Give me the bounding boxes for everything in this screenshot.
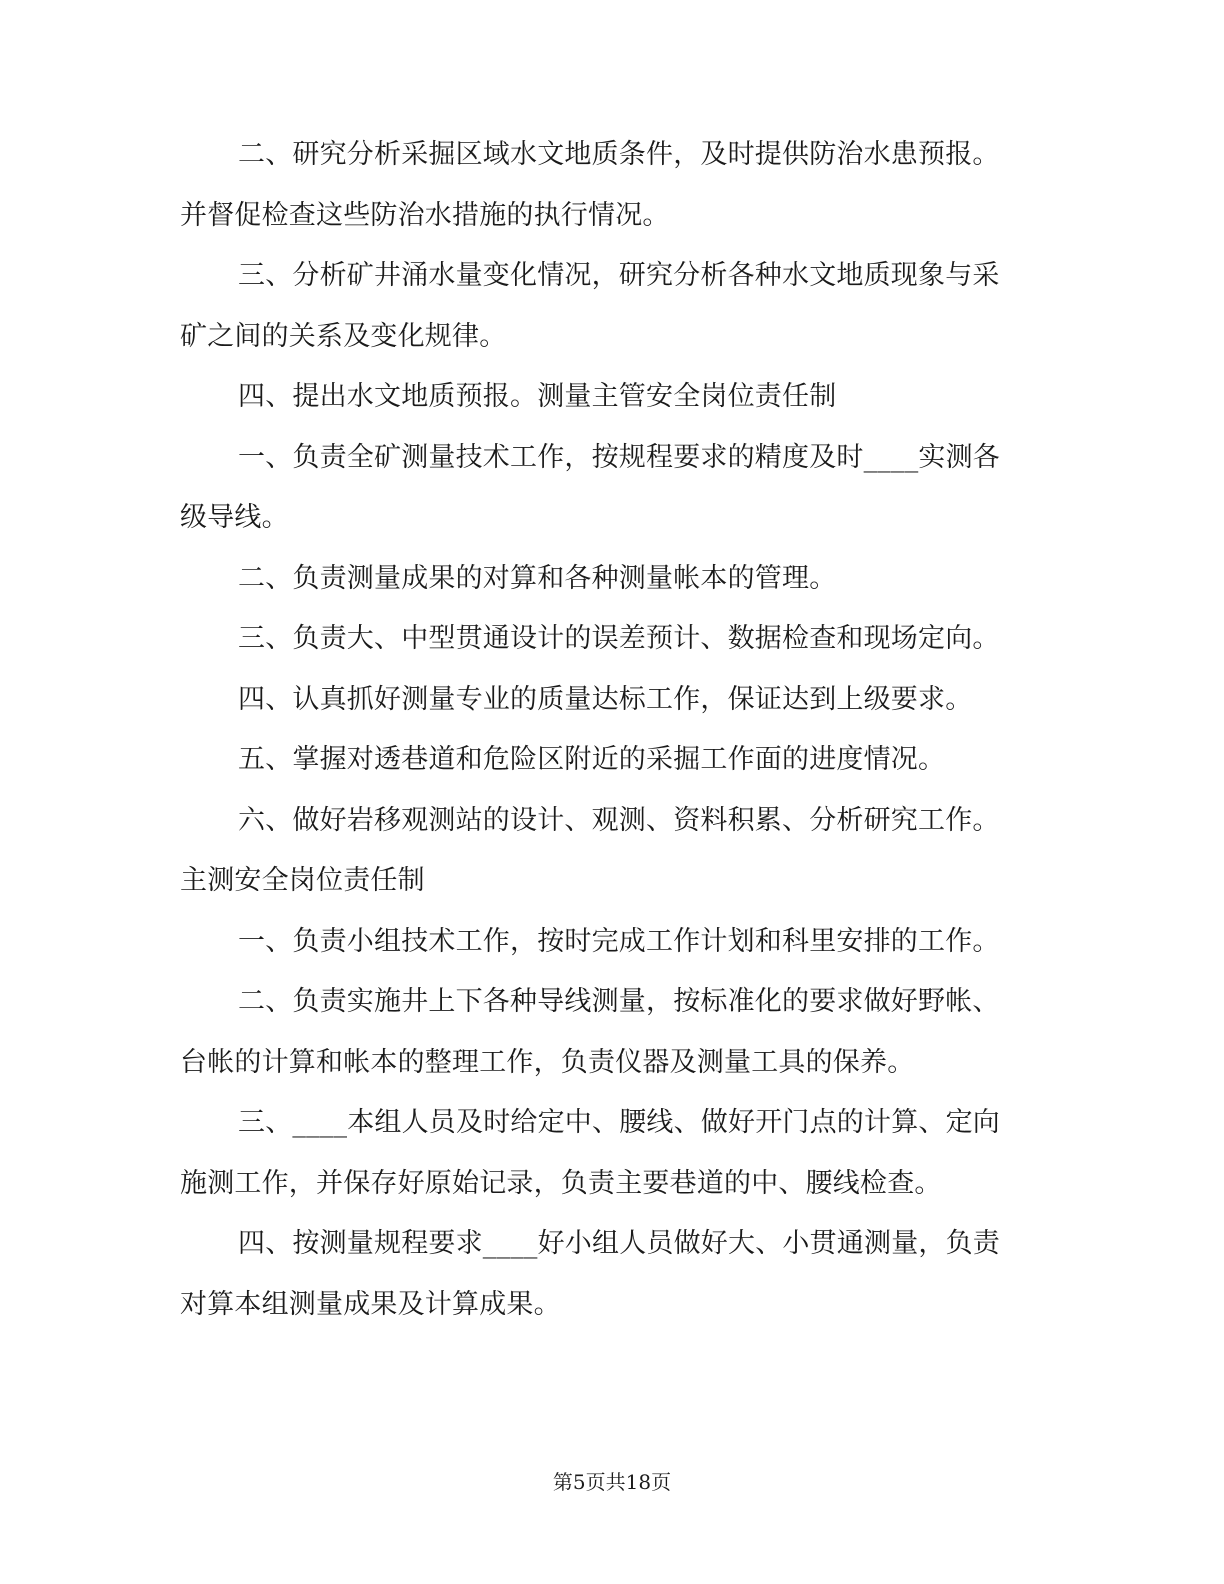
text-line: 五、掌握对透巷道和危险区附近的采掘工作面的进度情况。: [238, 744, 946, 775]
text-line: 二、研究分析采掘区域水文地质条件，及时提供防治水患预报。: [238, 139, 1000, 170]
text-line: 二、负责测量成果的对算和各种测量帐本的管理。: [238, 562, 837, 594]
text-line: 对算本组测量成果及计算成果。: [180, 1288, 561, 1320]
text-line: 三、分析矿井涌水量变化情况，研究分析各种水文地质现象与采: [238, 260, 1000, 291]
text-line: 三、____本组人员及时给定中、腰线、做好开门点的计算、定向: [238, 1107, 1000, 1138]
text-line: 四、认真抓好测量专业的质量达标工作，保证达到上级要求。: [238, 683, 973, 715]
text-line: 级导线。: [180, 502, 289, 533]
text-line: 一、负责全矿测量技术工作，按规程要求的精度及时____实测各: [238, 441, 1000, 473]
text-line: 并督促检查这些防治水措施的执行情况。: [180, 199, 670, 231]
text-line: 台帐的计算和帐本的整理工作，负责仪器及测量工具的保养。: [180, 1046, 915, 1078]
text-line: 施测工作，并保存好原始记录，负责主要巷道的中、腰线检查。: [180, 1167, 942, 1199]
text-line: 四、按测量规程要求____好小组人员做好大、小贯通测量，负责: [238, 1228, 1000, 1259]
page-number: 第5页共18页: [552, 1470, 672, 1494]
text-line: 矿之间的关系及变化规律。: [180, 320, 507, 352]
text-line: 二、负责实施井上下各种导线测量，按标准化的要求做好野帐、: [238, 986, 1000, 1017]
text-line: 四、提出水文地质预报。测量主管安全岗位责任制: [238, 381, 837, 412]
text-line: 六、做好岩移观测站的设计、观测、资料积累、分析研究工作。: [238, 804, 1000, 836]
text-line: 主测安全岗位责任制: [180, 865, 425, 896]
text-line: 三、负责大、中型贯通设计的误差预计、数据检查和现场定向。: [238, 623, 1000, 654]
document-body: [180, 125, 1020, 1335]
text-line: 一、负责小组技术工作，按时完成工作计划和科里安排的工作。: [238, 925, 1000, 957]
